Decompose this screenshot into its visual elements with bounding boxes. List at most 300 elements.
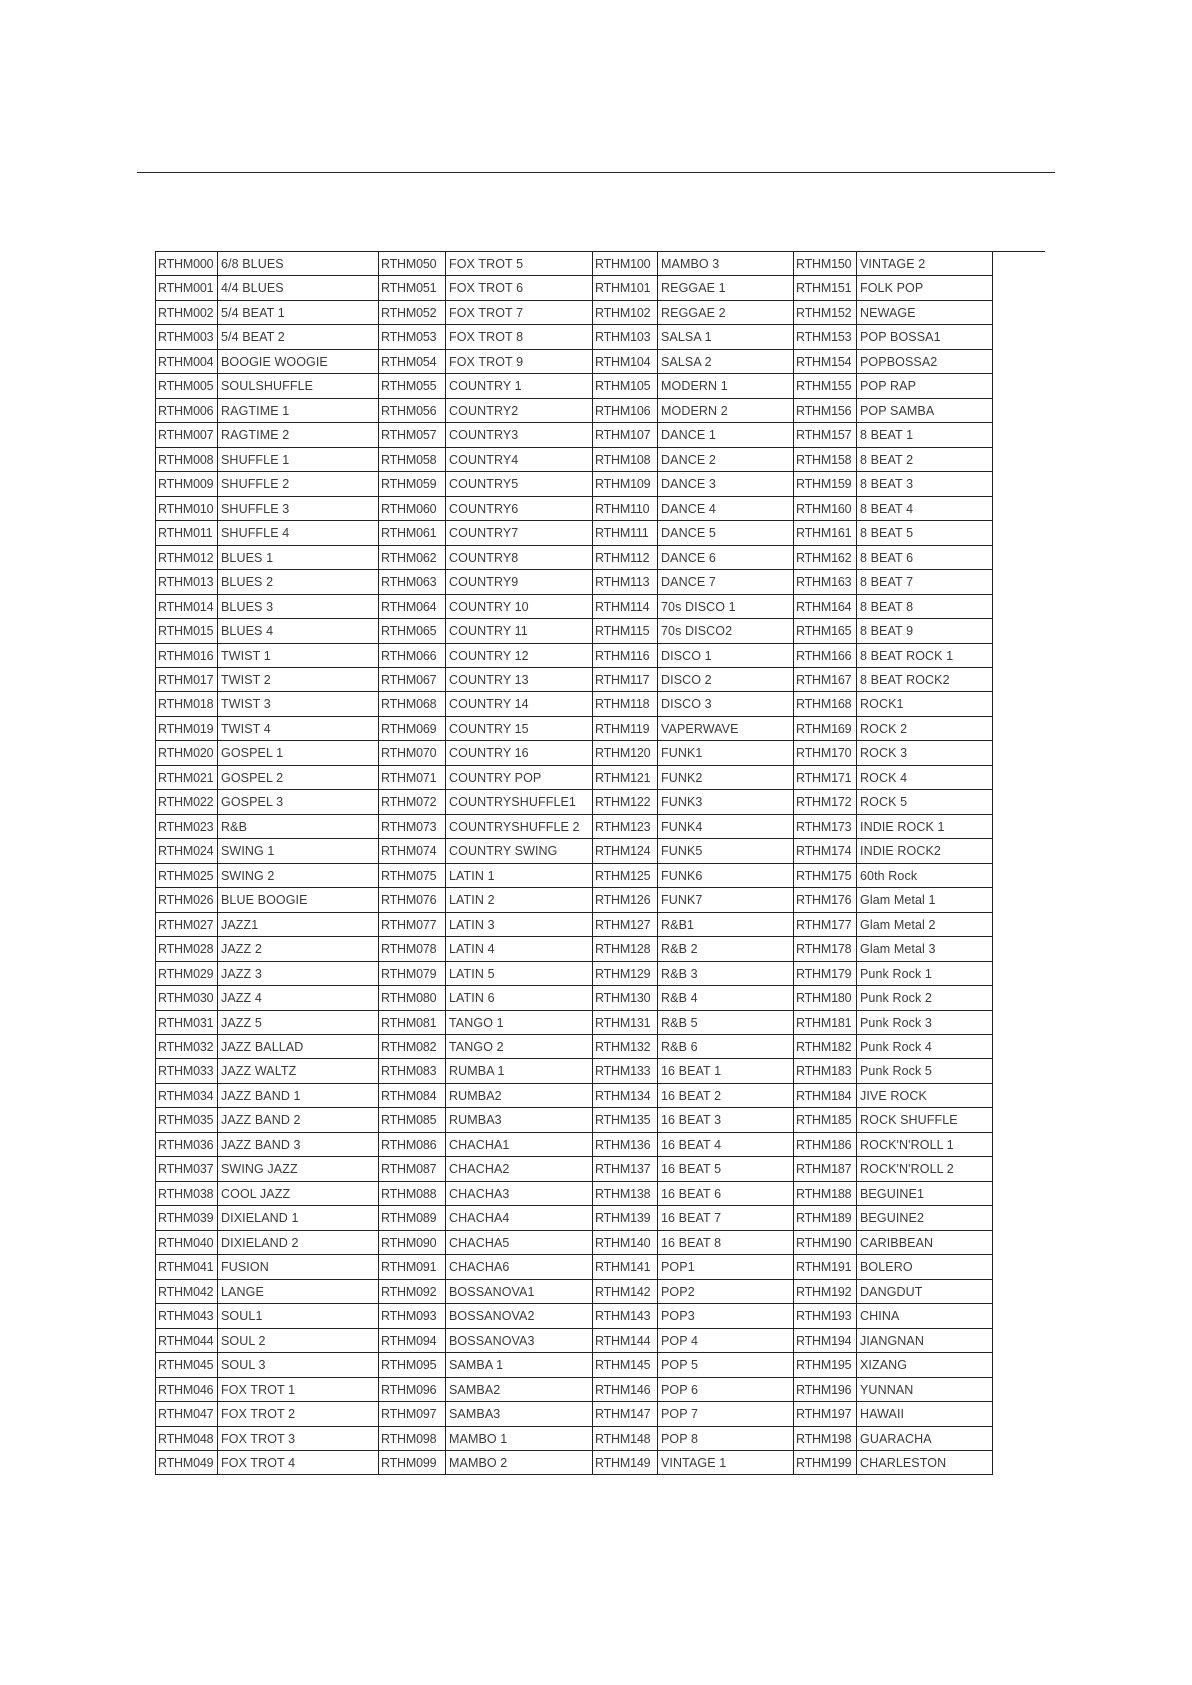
rhythm-name: CHACHA1 — [446, 1133, 593, 1157]
rhythm-code: RTHM032 — [156, 1035, 218, 1059]
rhythm-name: COUNTRY7 — [446, 521, 593, 545]
table-row — [379, 1108, 593, 1132]
rhythm-name: DISCO 1 — [658, 644, 794, 668]
rhythm-code: RTHM062 — [379, 546, 446, 570]
table-row — [379, 1329, 593, 1353]
rhythm-code: RTHM017 — [156, 668, 218, 692]
rhythm-name: POP2 — [658, 1280, 794, 1304]
rhythm-code: RTHM148 — [593, 1427, 658, 1451]
rhythm-code: RTHM044 — [156, 1329, 218, 1353]
rhythm-code: RTHM065 — [379, 619, 446, 643]
table-row — [794, 619, 993, 643]
table-row — [593, 1378, 794, 1402]
rhythm-name: LATIN 3 — [446, 913, 593, 937]
table-row — [156, 546, 379, 570]
rhythm-code: RTHM093 — [379, 1304, 446, 1328]
table-row — [794, 570, 993, 594]
rhythm-code: RTHM085 — [379, 1108, 446, 1132]
rhythm-name: COUNTRY 16 — [446, 741, 593, 765]
rhythm-name: COUNTRY 12 — [446, 644, 593, 668]
rhythm-name: 4/4 BLUES — [218, 276, 379, 300]
table-row — [794, 1427, 993, 1451]
rhythm-name: DIXIELAND 2 — [218, 1231, 379, 1255]
table-row — [593, 717, 794, 741]
table-row — [593, 619, 794, 643]
rhythm-name: Punk Rock 5 — [857, 1059, 993, 1083]
rhythm-code: RTHM066 — [379, 644, 446, 668]
table-row — [794, 1084, 993, 1108]
rhythm-code: RTHM020 — [156, 741, 218, 765]
rhythm-code: RTHM153 — [794, 325, 857, 349]
rhythm-name: COUNTRY 10 — [446, 595, 593, 619]
rhythm-code: RTHM171 — [794, 766, 857, 790]
rhythm-name: BLUES 2 — [218, 570, 379, 594]
table-row — [379, 986, 593, 1010]
rhythm-code: RTHM116 — [593, 644, 658, 668]
rhythm-name: JAZZ BAND 1 — [218, 1084, 379, 1108]
rhythm-code: RTHM168 — [794, 692, 857, 716]
rhythm-name: COUNTRYSHUFFLE1 — [446, 790, 593, 814]
rhythm-name: POP 4 — [658, 1329, 794, 1353]
rhythm-name: CARIBBEAN — [857, 1231, 993, 1255]
rhythm-name: 8 BEAT 4 — [857, 497, 993, 521]
rhythm-code: RTHM040 — [156, 1231, 218, 1255]
rhythm-name: FUNK3 — [658, 790, 794, 814]
table-row — [794, 888, 993, 912]
rhythm-name: RAGTIME 1 — [218, 399, 379, 423]
rhythm-code: RTHM197 — [794, 1402, 857, 1426]
rhythm-code: RTHM183 — [794, 1059, 857, 1083]
rhythm-name: LATIN 2 — [446, 888, 593, 912]
rhythm-name: CHACHA2 — [446, 1157, 593, 1181]
rhythm-code: RTHM004 — [156, 350, 218, 374]
table-row — [593, 1451, 794, 1475]
table-row — [593, 913, 794, 937]
table-row — [794, 839, 993, 863]
rhythm-name: ROCK 3 — [857, 741, 993, 765]
table-row — [794, 350, 993, 374]
rhythm-code: RTHM057 — [379, 423, 446, 447]
table-row — [794, 1157, 993, 1181]
rhythm-name: FOX TROT 7 — [446, 301, 593, 325]
rhythm-table — [155, 251, 1045, 1475]
table-row — [593, 986, 794, 1010]
rhythm-name: ROCK1 — [857, 692, 993, 716]
rhythm-code: RTHM106 — [593, 399, 658, 423]
rhythm-code: RTHM084 — [379, 1084, 446, 1108]
rhythm-name: COUNTRY4 — [446, 448, 593, 472]
rhythm-code: RTHM136 — [593, 1133, 658, 1157]
rhythm-code: RTHM135 — [593, 1108, 658, 1132]
rhythm-name: 8 BEAT 7 — [857, 570, 993, 594]
rhythm-code: RTHM159 — [794, 472, 857, 496]
rhythm-name: CHACHA5 — [446, 1231, 593, 1255]
rhythm-name: COUNTRY3 — [446, 423, 593, 447]
rhythm-code: RTHM049 — [156, 1451, 218, 1475]
rhythm-code: RTHM003 — [156, 325, 218, 349]
rhythm-code: RTHM160 — [794, 497, 857, 521]
rhythm-code: RTHM027 — [156, 913, 218, 937]
rhythm-code: RTHM157 — [794, 423, 857, 447]
rhythm-code: RTHM173 — [794, 815, 857, 839]
table-row — [593, 1231, 794, 1255]
rhythm-code: RTHM142 — [593, 1280, 658, 1304]
rhythm-name: R&B 2 — [658, 937, 794, 961]
table-row — [379, 374, 593, 398]
table-row — [593, 1329, 794, 1353]
rhythm-code: RTHM184 — [794, 1084, 857, 1108]
table-row — [379, 619, 593, 643]
rhythm-code: RTHM121 — [593, 766, 658, 790]
table-row — [593, 1157, 794, 1181]
rhythm-code: RTHM178 — [794, 937, 857, 961]
rhythm-name: BOSSANOVA3 — [446, 1329, 593, 1353]
rhythm-code: RTHM042 — [156, 1280, 218, 1304]
table-row — [593, 301, 794, 325]
rhythm-name: LATIN 1 — [446, 864, 593, 888]
table-row — [379, 252, 593, 276]
rhythm-code: RTHM124 — [593, 839, 658, 863]
rhythm-name: 70s DISCO 1 — [658, 595, 794, 619]
rhythm-code: RTHM011 — [156, 521, 218, 545]
rhythm-name: JAZZ 3 — [218, 962, 379, 986]
rhythm-code: RTHM137 — [593, 1157, 658, 1181]
rhythm-code: RTHM196 — [794, 1378, 857, 1402]
table-row — [593, 815, 794, 839]
table-row — [379, 962, 593, 986]
rhythm-name: DISCO 2 — [658, 668, 794, 692]
rhythm-code: RTHM073 — [379, 815, 446, 839]
rhythm-name: LATIN 4 — [446, 937, 593, 961]
table-row — [156, 1451, 379, 1475]
rhythm-code: RTHM031 — [156, 1011, 218, 1035]
table-row — [794, 399, 993, 423]
table-row — [593, 1402, 794, 1426]
table-row — [156, 423, 379, 447]
rhythm-name: DANCE 2 — [658, 448, 794, 472]
rhythm-name: SAMBA 1 — [446, 1353, 593, 1377]
rhythm-name: POP 8 — [658, 1427, 794, 1451]
rhythm-name: COUNTRY 1 — [446, 374, 593, 398]
rhythm-code: RTHM158 — [794, 448, 857, 472]
table-row — [156, 1231, 379, 1255]
rhythm-code: RTHM108 — [593, 448, 658, 472]
rhythm-name: DANCE 6 — [658, 546, 794, 570]
rhythm-name: 8 BEAT 8 — [857, 595, 993, 619]
rhythm-name: COUNTRYSHUFFLE 2 — [446, 815, 593, 839]
table-row — [156, 374, 379, 398]
rhythm-code: RTHM064 — [379, 595, 446, 619]
table-row — [156, 1304, 379, 1328]
rhythm-name: ROCK'N'ROLL 1 — [857, 1133, 993, 1157]
rhythm-code: RTHM074 — [379, 839, 446, 863]
table-row — [156, 1255, 379, 1279]
rhythm-name: Glam Metal 1 — [857, 888, 993, 912]
rhythm-name: SOULSHUFFLE — [218, 374, 379, 398]
table-row — [156, 1427, 379, 1451]
rhythm-code: RTHM107 — [593, 423, 658, 447]
table-row — [156, 790, 379, 814]
table-column-group — [156, 252, 379, 1475]
rhythm-name: BOLERO — [857, 1255, 993, 1279]
table-row — [593, 1206, 794, 1230]
table-row — [379, 1035, 593, 1059]
rhythm-code: RTHM191 — [794, 1255, 857, 1279]
table-row — [593, 276, 794, 300]
rhythm-name: COUNTRY 11 — [446, 619, 593, 643]
rhythm-name: TWIST 2 — [218, 668, 379, 692]
table-row — [379, 815, 593, 839]
rhythm-name: 70s DISCO2 — [658, 619, 794, 643]
rhythm-code: RTHM147 — [593, 1402, 658, 1426]
rhythm-code: RTHM149 — [593, 1451, 658, 1475]
table-row — [379, 1206, 593, 1230]
rhythm-code: RTHM185 — [794, 1108, 857, 1132]
rhythm-code: RTHM078 — [379, 937, 446, 961]
rhythm-name: DISCO 3 — [658, 692, 794, 716]
rhythm-code: RTHM059 — [379, 472, 446, 496]
rhythm-code: RTHM013 — [156, 570, 218, 594]
rhythm-code: RTHM022 — [156, 790, 218, 814]
rhythm-name: BLUE BOOGIE — [218, 888, 379, 912]
table-row — [593, 668, 794, 692]
rhythm-name: JAZZ BALLAD — [218, 1035, 379, 1059]
rhythm-code: RTHM179 — [794, 962, 857, 986]
rhythm-code: RTHM055 — [379, 374, 446, 398]
rhythm-code: RTHM189 — [794, 1206, 857, 1230]
table-row — [379, 276, 593, 300]
rhythm-code: RTHM006 — [156, 399, 218, 423]
table-row — [794, 937, 993, 961]
rhythm-code: RTHM014 — [156, 595, 218, 619]
table-row — [593, 497, 794, 521]
table-row — [156, 1402, 379, 1426]
rhythm-name: 8 BEAT 5 — [857, 521, 993, 545]
rhythm-code: RTHM101 — [593, 276, 658, 300]
rhythm-name: FOX TROT 1 — [218, 1378, 379, 1402]
rhythm-code: RTHM096 — [379, 1378, 446, 1402]
table-row — [379, 570, 593, 594]
rhythm-name: POP 6 — [658, 1378, 794, 1402]
rhythm-code: RTHM187 — [794, 1157, 857, 1181]
rhythm-code: RTHM190 — [794, 1231, 857, 1255]
rhythm-code: RTHM111 — [593, 521, 658, 545]
table-row — [379, 1084, 593, 1108]
table-row — [593, 1427, 794, 1451]
table-row — [156, 839, 379, 863]
rhythm-code: RTHM058 — [379, 448, 446, 472]
rhythm-code: RTHM030 — [156, 986, 218, 1010]
table-row — [794, 472, 993, 496]
rhythm-code: RTHM175 — [794, 864, 857, 888]
rhythm-name: BOOGIE WOOGIE — [218, 350, 379, 374]
rhythm-name: JAZZ1 — [218, 913, 379, 937]
rhythm-name: 6/8 BLUES — [218, 252, 379, 276]
rhythm-name: POP3 — [658, 1304, 794, 1328]
rhythm-code: RTHM061 — [379, 521, 446, 545]
table-row — [379, 521, 593, 545]
table-row — [379, 644, 593, 668]
rhythm-name: R&B 6 — [658, 1035, 794, 1059]
rhythm-code: RTHM143 — [593, 1304, 658, 1328]
rhythm-code: RTHM033 — [156, 1059, 218, 1083]
table-row — [379, 1255, 593, 1279]
rhythm-name: R&B1 — [658, 913, 794, 937]
rhythm-name: 16 BEAT 6 — [658, 1182, 794, 1206]
table-row — [379, 1280, 593, 1304]
rhythm-code: RTHM071 — [379, 766, 446, 790]
rhythm-code: RTHM103 — [593, 325, 658, 349]
rhythm-name: FUNK7 — [658, 888, 794, 912]
table-row — [156, 399, 379, 423]
rhythm-name: COUNTRY SWING — [446, 839, 593, 863]
rhythm-name: CHACHA3 — [446, 1182, 593, 1206]
table-row — [794, 1255, 993, 1279]
rhythm-code: RTHM034 — [156, 1084, 218, 1108]
rhythm-code: RTHM018 — [156, 692, 218, 716]
table-row — [379, 497, 593, 521]
rhythm-code: RTHM198 — [794, 1427, 857, 1451]
table-row — [156, 1059, 379, 1083]
table-row — [794, 448, 993, 472]
rhythm-code: RTHM186 — [794, 1133, 857, 1157]
table-row — [794, 1378, 993, 1402]
table-row — [156, 1157, 379, 1181]
rhythm-code: RTHM048 — [156, 1427, 218, 1451]
rhythm-name: BLUES 3 — [218, 595, 379, 619]
rhythm-code: RTHM023 — [156, 815, 218, 839]
rhythm-code: RTHM102 — [593, 301, 658, 325]
rhythm-name: SOUL 2 — [218, 1329, 379, 1353]
rhythm-name: RAGTIME 2 — [218, 423, 379, 447]
table-row — [379, 350, 593, 374]
rhythm-name: ROCK 4 — [857, 766, 993, 790]
rhythm-code: RTHM141 — [593, 1255, 658, 1279]
table-column-group — [379, 252, 593, 1475]
rhythm-code: RTHM054 — [379, 350, 446, 374]
rhythm-code: RTHM095 — [379, 1353, 446, 1377]
rhythm-code: RTHM134 — [593, 1084, 658, 1108]
table-row — [379, 472, 593, 496]
rhythm-name: 8 BEAT 6 — [857, 546, 993, 570]
rhythm-name: 16 BEAT 3 — [658, 1108, 794, 1132]
rhythm-name: SAMBA3 — [446, 1402, 593, 1426]
rhythm-name: DANCE 1 — [658, 423, 794, 447]
rhythm-name: FUNK6 — [658, 864, 794, 888]
rhythm-code: RTHM139 — [593, 1206, 658, 1230]
rhythm-code: RTHM131 — [593, 1011, 658, 1035]
table-row — [156, 1280, 379, 1304]
rhythm-code: RTHM029 — [156, 962, 218, 986]
rhythm-name: SALSA 2 — [658, 350, 794, 374]
table-row — [156, 717, 379, 741]
table-row — [794, 521, 993, 545]
rhythm-name: MAMBO 1 — [446, 1427, 593, 1451]
rhythm-code: RTHM002 — [156, 301, 218, 325]
table-row — [593, 546, 794, 570]
rhythm-code: RTHM070 — [379, 741, 446, 765]
rhythm-code: RTHM125 — [593, 864, 658, 888]
rhythm-name: SHUFFLE 4 — [218, 521, 379, 545]
rhythm-code: RTHM113 — [593, 570, 658, 594]
table-row — [593, 448, 794, 472]
rhythm-code: RTHM130 — [593, 986, 658, 1010]
table-row — [379, 717, 593, 741]
rhythm-code: RTHM081 — [379, 1011, 446, 1035]
table-row — [794, 1353, 993, 1377]
rhythm-name: POP 7 — [658, 1402, 794, 1426]
rhythm-code: RTHM045 — [156, 1353, 218, 1377]
rhythm-code: RTHM099 — [379, 1451, 446, 1475]
rhythm-code: RTHM110 — [593, 497, 658, 521]
rhythm-code: RTHM156 — [794, 399, 857, 423]
rhythm-code: RTHM112 — [593, 546, 658, 570]
table-row — [156, 276, 379, 300]
table-row — [156, 1084, 379, 1108]
rhythm-code: RTHM123 — [593, 815, 658, 839]
rhythm-name: XIZANG — [857, 1353, 993, 1377]
table-row — [593, 521, 794, 545]
table-row — [379, 1402, 593, 1426]
table-row — [794, 962, 993, 986]
table-row — [794, 301, 993, 325]
rhythm-code: RTHM038 — [156, 1182, 218, 1206]
rhythm-code: RTHM115 — [593, 619, 658, 643]
rhythm-name: POP SAMBA — [857, 399, 993, 423]
rhythm-code: RTHM047 — [156, 1402, 218, 1426]
table-row — [593, 1108, 794, 1132]
rhythm-name: 16 BEAT 4 — [658, 1133, 794, 1157]
table-row — [593, 1353, 794, 1377]
table-row — [794, 692, 993, 716]
table-row — [156, 888, 379, 912]
table-row — [379, 1011, 593, 1035]
table-row — [379, 595, 593, 619]
rhythm-name: Punk Rock 4 — [857, 1035, 993, 1059]
table-row — [156, 1108, 379, 1132]
rhythm-name: MAMBO 2 — [446, 1451, 593, 1475]
table-row — [156, 1378, 379, 1402]
rhythm-name: GOSPEL 1 — [218, 741, 379, 765]
rhythm-code: RTHM164 — [794, 595, 857, 619]
rhythm-name: JIANGNAN — [857, 1329, 993, 1353]
rhythm-code: RTHM119 — [593, 717, 658, 741]
header-rule — [137, 172, 1055, 173]
table-row — [593, 350, 794, 374]
rhythm-name: ROCK SHUFFLE — [857, 1108, 993, 1132]
rhythm-code: RTHM120 — [593, 741, 658, 765]
table-row — [794, 1108, 993, 1132]
rhythm-code: RTHM041 — [156, 1255, 218, 1279]
rhythm-name: DIXIELAND 1 — [218, 1206, 379, 1230]
table-row — [379, 741, 593, 765]
table-row — [156, 913, 379, 937]
rhythm-name: BLUES 1 — [218, 546, 379, 570]
rhythm-name: COUNTRY 15 — [446, 717, 593, 741]
rhythm-code: RTHM087 — [379, 1157, 446, 1181]
rhythm-code: RTHM162 — [794, 546, 857, 570]
rhythm-name: 8 BEAT 9 — [857, 619, 993, 643]
table-row — [794, 325, 993, 349]
table-row — [156, 595, 379, 619]
rhythm-code: RTHM128 — [593, 937, 658, 961]
rhythm-code: RTHM126 — [593, 888, 658, 912]
rhythm-name: FUNK4 — [658, 815, 794, 839]
rhythm-code: RTHM194 — [794, 1329, 857, 1353]
rhythm-code: RTHM060 — [379, 497, 446, 521]
rhythm-code: RTHM090 — [379, 1231, 446, 1255]
rhythm-code: RTHM127 — [593, 913, 658, 937]
